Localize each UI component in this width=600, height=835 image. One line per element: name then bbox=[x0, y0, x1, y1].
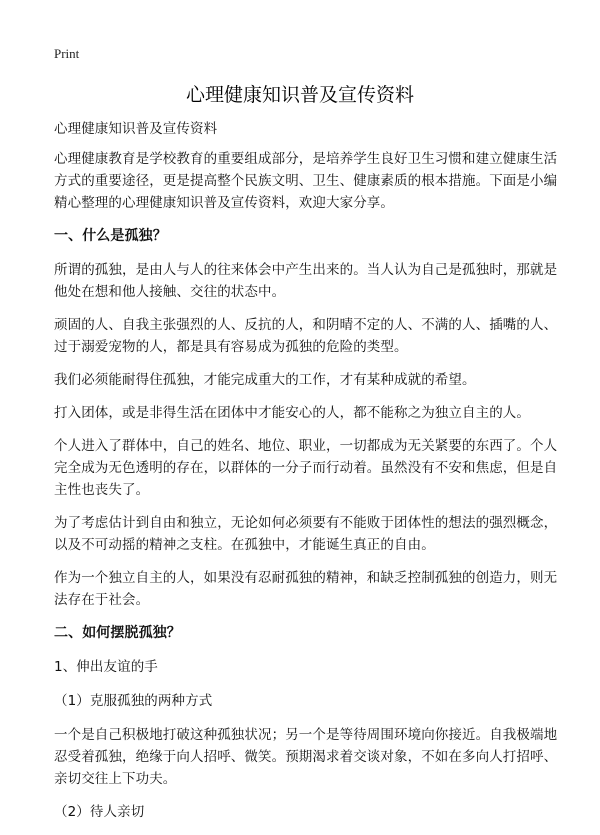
section-heading-1: 一、什么是孤独？ bbox=[54, 228, 167, 244]
paragraph: 顽固的人、自我主张强烈的人、反抗的人，和阴晴不定的人、不满的人、插嘴的人、过于溺爱宠物的人，都是具有容易成为孤独的危险的类型。 bbox=[54, 317, 558, 355]
intro-paragraph: 心理健康教育是学校教育的重要组成部分，是培养学生良好卫生习惯和建立健康生活方式的重要途径，更是提高整个民族文明、卫生、健康素质的根本措施。下面是小编精心整理的心理健康知识普及宣传资料，欢迎大家分享。 bbox=[54, 151, 558, 211]
paragraph: 所谓的孤独，是由人与人的往来体会中产生出来的。当人认为自己是孤独时，那就是他处在想和他人接触、交往的状态中。 bbox=[54, 262, 558, 300]
list-item: （2）待人亲切 bbox=[54, 804, 145, 820]
page-title: 心理健康知识普及宣传资料 bbox=[185, 84, 414, 106]
list-item: （1）克服孤独的两种方式 bbox=[54, 693, 213, 709]
paragraph: 我们必须能耐得住孤独，才能完成重大的工作，才有某种成就的希望。 bbox=[54, 372, 476, 388]
paragraph: 个人进入了群体中，自己的姓名、地位、职业，一切都成为无关紧要的东西了。个人完全成为无色透明的存在，以群体的一分子而行动着。虽然没有不安和焦虑，但是自主性也丧失了。 bbox=[54, 438, 558, 498]
paragraph: 为了考虑估计到自由和独立，无论如何必须要有不能败于团体性的想法的强烈概念，以及不可动摇的精神之支柱。在孤独中，才能诞生真正的自由。 bbox=[54, 515, 558, 553]
paragraph: 作为一个独立自主的人，如果没有忍耐孤独的精神，和缺乏控制孤独的创造力，则无法存在于社会。 bbox=[54, 570, 558, 608]
print-link[interactable]: Print bbox=[54, 46, 80, 61]
section-heading-2: 二、如何摆脱孤独？ bbox=[54, 625, 181, 641]
document-body bbox=[54, 118, 558, 835]
subtitle: 心理健康知识普及宣传资料 bbox=[54, 121, 218, 137]
paragraph: 打入团体，或是非得生活在团体中才能安心的人，都不能称之为独立自主的人。 bbox=[54, 405, 530, 421]
subheading: 1、伸出友谊的手 bbox=[54, 659, 158, 675]
paragraph: 一个是自己积极地打破这种孤独状况；另一个是等待周围环境向你接近。自我极端地忍受着孤独，绝缘于向人招呼、微笑。预期渴求着交谈对象，不如在多向人打招呼、亲切交往上下功夫。 bbox=[54, 727, 558, 787]
